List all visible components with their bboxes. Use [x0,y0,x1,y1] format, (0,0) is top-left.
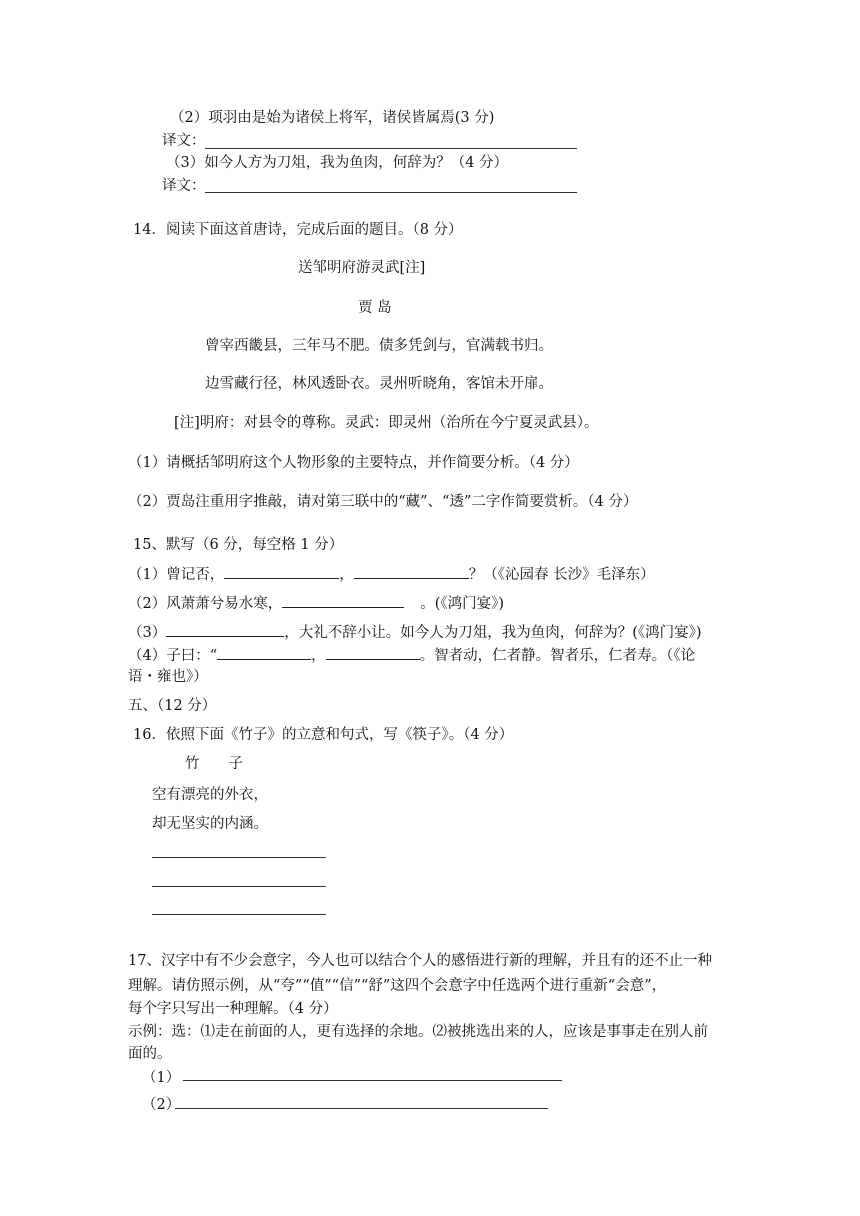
q17-answer-line-1[interactable] [183,1080,562,1081]
q15-title: 15、默写（6 分，每空格 1 分） [133,537,344,553]
q14-poem-title: 送邹明府游灵武[注] [298,260,426,276]
q13-translation-label-3: 译文： [162,178,206,194]
q15-blank-3[interactable] [282,594,404,608]
q15-line-2-prefix: （2）风萧萧兮易水寒， [128,596,283,612]
q15-line-4 [128,646,695,665]
q15-line-3-prefix: （3） [128,625,167,641]
q14-note: [注]明府：对县令的尊称。灵武：即灵州（治所在今宁夏灵武县）。 [174,415,599,431]
q17-example-line-2: 面的。 [128,1046,172,1062]
q15-line-4-prefix: （4）子曰：“ [128,648,218,664]
q15-line-2 [128,594,504,613]
q17-line-2: 理解。请仿照示例，从“夸”“值”“信”“舒”这四个会意字中任选两个进行重新“会意”， [128,978,667,994]
q15-line-1-prefix: （1）曾记否， [128,567,225,583]
q16-poem-title: 竹 子 [185,756,243,772]
q14-title: 14．阅读下面这首唐诗，完成后面的题目。（8 分） [133,222,463,238]
q15-line-2-suffix: 。(《鸿门宴》) [420,596,505,612]
q15-blank-5[interactable] [217,646,311,660]
q17-answer-label-2: （2） [142,1097,181,1113]
q15-blank-1[interactable] [224,565,339,579]
q16-title: 16．依照下面《竹子》的立意和句式，写《筷子》。（4 分） [133,727,514,743]
q14-subquestion-1: （1）请概括邹明府这个人物形象的主要特点，并作简要分析。（4 分） [128,455,579,471]
q16-answer-line-1[interactable] [152,857,326,858]
q14-poem-line-1: 曾宰西畿县，三年马不肥。债多凭剑与，官满载书归。 [205,338,553,354]
q13-translation-label-2: 译文： [162,133,206,149]
q15-blank-2[interactable] [354,565,469,579]
q16-poem-line-2: 却无坚实的内涵。 [152,816,268,832]
q15-blank-6[interactable] [326,646,420,660]
q15-line-3-suffix: ，大礼不辞小让。如今人为刀俎，我为鱼肉，何辞为？(《鸿门宴》) [284,625,702,641]
q14-poem-line-2: 边雪藏行径，林风透卧衣。灵州听晓角，客馆未开扉。 [205,376,553,392]
q14-poem-author: 贾 岛 [358,300,392,316]
q15-line-1-sep: ， [339,567,354,583]
q15-blank-4[interactable] [166,623,284,637]
q13-answer-line-3[interactable] [205,192,577,193]
q15-line-4-suffix: 。智者动，仁者静。智者乐，仁者寿。（《论 [419,648,696,664]
q16-poem-line-1: 空有漂亮的外衣， [152,787,268,803]
q16-answer-line-2[interactable] [152,886,326,887]
q15-line-4-continuation: 语・雍也》） [128,669,208,685]
section-five-heading: 五、（12 分） [128,698,217,714]
q15-line-1-suffix: ？（《沁园春 长沙》毛泽东） [468,567,655,583]
q17-line-3: 每个字只写出一种理解。（4 分） [128,1001,338,1017]
q15-line-4-sep: ， [311,648,326,664]
q17-answer-line-2[interactable] [175,1108,548,1109]
q16-answer-line-3[interactable] [152,914,326,915]
q17-line-1: 17、汉字中有不少会意字，今人也可以结合个人的感悟进行新的理解，并且有的还不止一种 [128,953,712,969]
q13-item-3: （3）如今人方为刀俎，我为鱼肉，何辞为？（4 分） [166,155,509,171]
q15-line-1 [128,565,655,584]
q15-line-3 [128,623,702,642]
q14-subquestion-2: （2）贾岛注重用字推敲，请对第三联中的“藏”、“透”二字作简要赏析。（4 分） [128,494,638,510]
q17-answer-label-1: （1） [142,1070,181,1086]
q13-answer-line-2[interactable] [205,148,577,149]
q13-item-2: （2）项羽由是始为诸侯上将军，诸侯皆属焉(3 分) [170,110,495,126]
q17-example-line-1: 示例：选：⑴走在前面的人，更有选择的余地。⑵被挑选出来的人，应该是事事走在别人前 [128,1024,708,1040]
